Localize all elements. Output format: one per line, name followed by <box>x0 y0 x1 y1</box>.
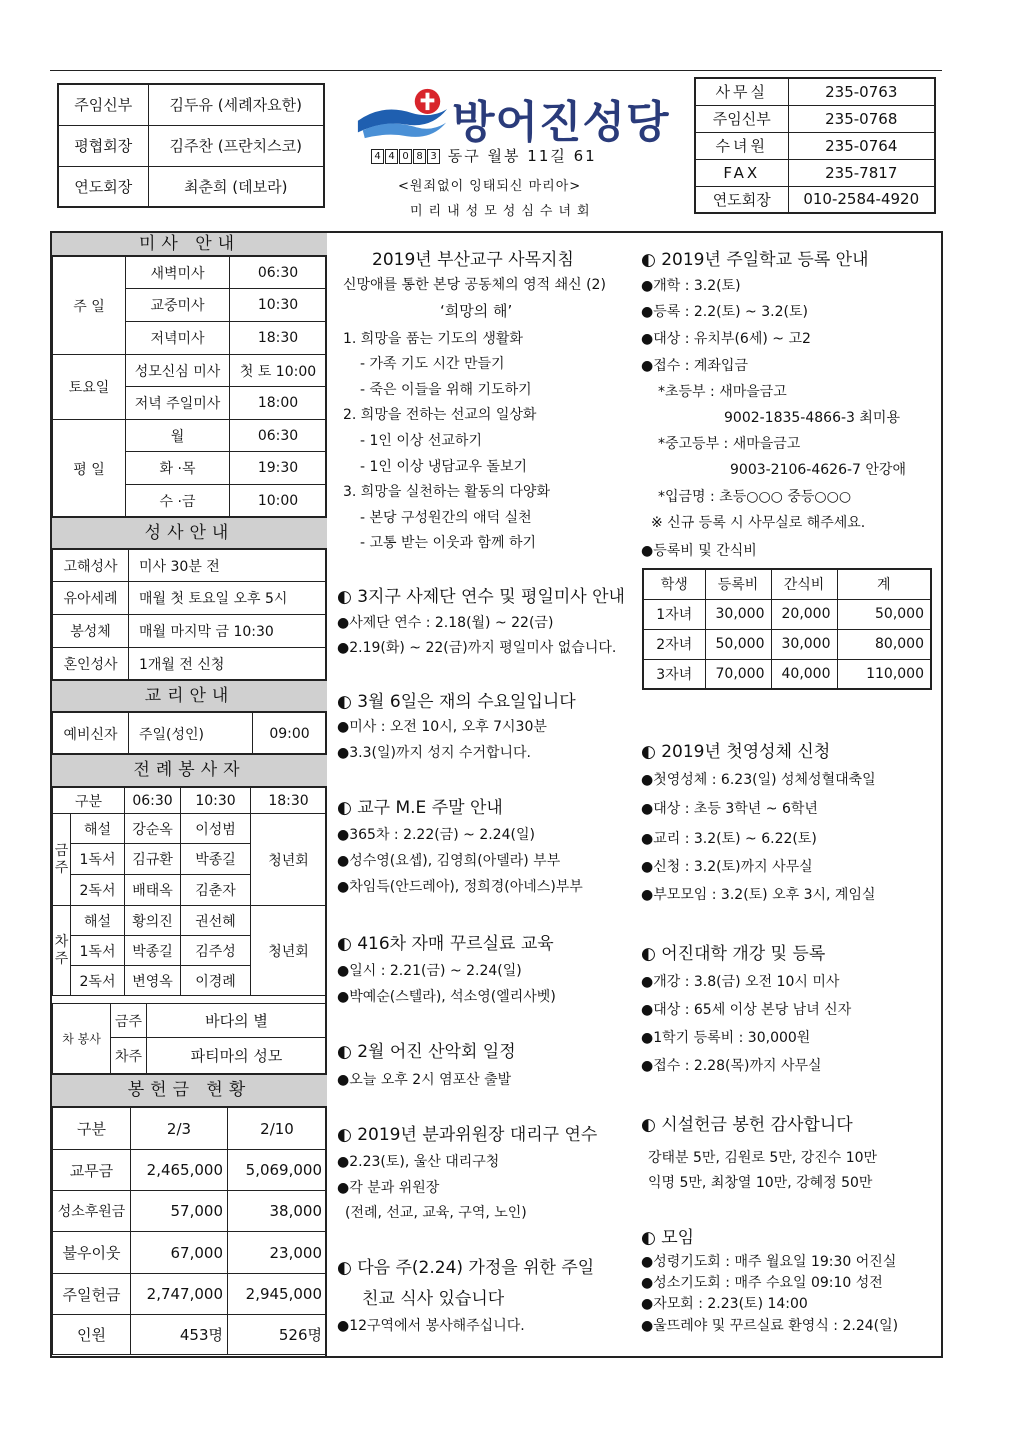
mass-time: 10:00 <box>230 485 327 518</box>
phone-number: 235-0768 <box>788 105 935 132</box>
sacrament-info: 미사 30분 전 <box>129 550 327 582</box>
section-title: ◐ 다음 주(2.24) 가정을 위한 주일 <box>337 1258 595 1278</box>
phone-number: 235-0764 <box>788 132 935 159</box>
saturday-label: 토요일 <box>53 355 126 420</box>
section-line: ●성령기도회 : 매주 월요일 19:30 어진실 <box>641 1254 897 1270</box>
mass-time: 18:30 <box>230 322 327 355</box>
section-line: ●일시 : 2.21(금) ~ 2.24(일) <box>337 963 522 979</box>
offering-label: 성소후원금 <box>53 1191 131 1232</box>
server-role: 2독서 <box>71 966 125 996</box>
server-name: 김규환 <box>125 844 181 875</box>
fee-cell: 30,000 <box>705 599 771 629</box>
section-title: 친교 식사 있습니다 <box>362 1289 505 1309</box>
address <box>371 145 597 166</box>
fee-cell: 50,000 <box>705 629 771 659</box>
section-line: ●2.19(화) ~ 22(금)까지 평일미사 없습니다. <box>337 640 617 656</box>
section-line: ●부모모임 : 3.2(토) 오후 3시, 계임실 <box>641 887 876 903</box>
tea-week: 차주 <box>111 1038 147 1074</box>
catechism-day: 주일(성인) <box>129 713 253 755</box>
fee-cell: 110,000 <box>837 659 931 689</box>
phone-label: 연도회장 <box>695 186 788 213</box>
section-line: ●3.3(일)까지 성지 수거합니다. <box>337 745 531 761</box>
section-line: ●등록 : 2.2(토) ~ 3.2(토) <box>641 304 808 320</box>
top-rule <box>50 70 942 71</box>
tea-label: 차 봉사 <box>53 1004 111 1074</box>
section-line: ●첫영성체 : 6.23(일) 성체성혈대축일 <box>641 772 876 788</box>
section-line: ●차임득(안드레아), 정희경(아네스)부부 <box>337 879 583 895</box>
servers-header: 18:30 <box>251 788 327 814</box>
server-role: 해설 <box>71 906 125 936</box>
zip-digit: 4 <box>385 149 398 164</box>
server-role: 해설 <box>71 814 125 844</box>
offering-header: 2/3 <box>131 1108 228 1150</box>
mass-time: 06:30 <box>230 257 327 289</box>
policy-line: - 1인 이상 선교하기 <box>360 433 482 449</box>
fee-cell: 40,000 <box>771 659 837 689</box>
section-line: 익명 5만, 최창열 10만, 강혜정 50만 <box>648 1175 873 1191</box>
church-name: 방어진성당 <box>452 97 670 148</box>
staff-role: 연도회장 <box>58 166 148 207</box>
server-name: 황의진 <box>125 906 181 936</box>
fee-cell: 2자녀 <box>643 629 705 659</box>
policy-line: 1. 희망을 품는 기도의 생활화 <box>343 331 523 347</box>
sacrament-title: 성사안내 <box>52 516 327 550</box>
section-line: 9002-1835-4866-3 최미용 <box>724 410 900 426</box>
tea-group: 바다의 별 <box>147 1004 327 1038</box>
section-title: ◐ 416차 자매 꾸르실료 교육 <box>337 934 554 954</box>
fee-table <box>642 568 932 690</box>
policy-line: - 가족 기도 시간 만들기 <box>360 356 505 372</box>
section-line: *초등부 : 새마을금고 <box>658 384 787 400</box>
phone-number: 010-2584-4920 <box>788 186 935 213</box>
offering-value: 526명 <box>228 1315 327 1355</box>
policy-subtitle: 신망애를 통한 본당 공동체의 영적 쇄신 (2) <box>343 277 606 293</box>
section-line: ●오늘 오후 2시 염포산 출발 <box>337 1072 512 1088</box>
catechism-label: 예비신자 <box>53 713 129 755</box>
mass-time: 19:30 <box>230 452 327 485</box>
section-line: ●성소기도회 : 매주 수요일 09:10 성전 <box>641 1275 883 1291</box>
catechism-time: 09:00 <box>253 713 327 755</box>
policy-year: ‘희망의 해’ <box>440 302 513 320</box>
fee-cell: 80,000 <box>837 629 931 659</box>
week1-label: 금주 <box>53 814 71 906</box>
offering-table <box>52 1107 327 1355</box>
youth-group: 청년회 <box>251 814 327 906</box>
tea-week: 금주 <box>111 1004 147 1038</box>
offering-header: 2/10 <box>228 1108 327 1150</box>
motto: <원죄없이 잉태되신 마리아> <box>398 179 582 194</box>
section-line: ※ 신규 등록 시 사무실로 해주세요. <box>651 515 866 531</box>
section-line: ●성수영(요셉), 김영희(아델라) 부부 <box>337 853 561 869</box>
offering-title: 봉헌금 현황 <box>52 1073 327 1108</box>
section-title: ◐ 시설헌금 봉헌 감사합니다 <box>641 1115 853 1135</box>
mass-time: 18:00 <box>230 387 327 420</box>
fee-cell: 20,000 <box>771 599 837 629</box>
server-name: 강순옥 <box>125 814 181 844</box>
offering-label: 불우이웃 <box>53 1232 131 1274</box>
policy-title: 2019년 부산교구 사목지침 <box>372 250 574 270</box>
section-line: ●미사 : 오전 10시, 오후 7시30분 <box>337 719 547 735</box>
staff-name: 최춘희 (데보라) <box>148 166 324 207</box>
server-name: 박종길 <box>181 844 251 875</box>
server-name: 김춘자 <box>181 875 251 906</box>
section-line: ●신청 : 3.2(토)까지 사무실 <box>641 859 813 875</box>
section-title: ◐ 모임 <box>641 1228 695 1248</box>
mass-name: 저녁 주일미사 <box>126 387 230 420</box>
mass-name: 화 ·목 <box>126 452 230 485</box>
offering-label: 교무금 <box>53 1150 131 1191</box>
offering-value: 2,945,000 <box>228 1274 327 1315</box>
offering-value: 5,069,000 <box>228 1150 327 1191</box>
section-title: ◐ 2019년 분과위원장 대리구 연수 <box>337 1125 598 1145</box>
offering-value: 2,747,000 <box>131 1274 228 1315</box>
catechism-table <box>52 712 327 755</box>
zip-digit: 3 <box>427 149 440 164</box>
section-line: ●사제단 연수 : 2.18(월) ~ 22(금) <box>337 615 554 631</box>
fee-cell: 1자녀 <box>643 599 705 629</box>
offering-header: 구분 <box>53 1108 131 1150</box>
server-name: 권선혜 <box>181 906 251 936</box>
server-name: 이경례 <box>181 966 251 996</box>
fee-header: 학생 <box>643 569 705 599</box>
server-name: 박종길 <box>125 936 181 966</box>
sunday-label: 주 일 <box>53 257 126 355</box>
staff-table <box>57 83 325 208</box>
server-name: 변영옥 <box>125 966 181 996</box>
offering-value: 453명 <box>131 1315 228 1355</box>
phone-label: 수녀원 <box>695 132 788 159</box>
mass-name: 저녁미사 <box>126 322 230 355</box>
section-line: ●대상 : 유치부(6세) ~ 고2 <box>641 331 811 347</box>
mass-name: 월 <box>126 420 230 452</box>
section-line: 강태분 5만, 김원로 5만, 강진수 10만 <box>648 1150 878 1166</box>
section-line: ●대상 : 초등 3학년 ~ 6학년 <box>641 801 818 817</box>
phone-label: FAX <box>695 159 788 186</box>
mass-table <box>52 256 327 518</box>
server-name: 배태옥 <box>125 875 181 906</box>
sacrament-name: 유아세례 <box>53 582 129 615</box>
servers-header: 10:30 <box>181 788 251 814</box>
section-line: *중고등부 : 새마을금고 <box>658 436 801 452</box>
sacrament-info: 매월 마지막 금 10:30 <box>129 615 327 648</box>
section-line: ●대상 : 65세 이상 본당 남녀 신자 <box>641 1002 852 1018</box>
section-line: ●박예순(스텔라), 석소영(엘리사벳) <box>337 989 556 1005</box>
policy-line: - 본당 구성원간의 애덕 실천 <box>360 510 532 526</box>
policy-line: - 1인 이상 냉담교우 돌보기 <box>360 459 527 475</box>
section-line: 9003-2106-4626-7 안강애 <box>730 462 906 478</box>
sacrament-name: 봉성체 <box>53 615 129 648</box>
phone-number: 235-7817 <box>788 159 935 186</box>
section-line: ●각 분과 위원장 <box>337 1180 440 1196</box>
section-title: ◐ 어진대학 개강 및 등록 <box>641 944 826 964</box>
section-line: ●개학 : 3.2(토) <box>641 278 741 294</box>
fee-header: 등록비 <box>705 569 771 599</box>
mass-time: 첫 토 10:00 <box>230 355 327 387</box>
fee-cell: 50,000 <box>837 599 931 629</box>
section-line: ●1학기 등록비 : 30,000원 <box>641 1030 811 1046</box>
staff-role: 평협회장 <box>58 125 148 166</box>
server-name: 이성범 <box>181 814 251 844</box>
section-line: (전례, 선교, 교육, 구역, 노인) <box>345 1205 527 1221</box>
servers-header: 06:30 <box>125 788 181 814</box>
servers-header: 구분 <box>53 788 125 814</box>
zip-digit: 0 <box>399 149 412 164</box>
offering-label: 인원 <box>53 1315 131 1355</box>
zip-digit: 8 <box>413 149 426 164</box>
section-title: ◐ 2019년 주일학교 등록 안내 <box>641 250 869 270</box>
mass-time: 06:30 <box>230 420 327 452</box>
youth-group: 청년회 <box>251 906 327 996</box>
fee-header: 간식비 <box>771 569 837 599</box>
phone-label: 사무실 <box>695 78 788 105</box>
sacrament-table <box>52 549 327 680</box>
server-name: 김주성 <box>181 936 251 966</box>
server-role: 1독서 <box>71 936 125 966</box>
fee-cell: 70,000 <box>705 659 771 689</box>
offering-value: 38,000 <box>228 1191 327 1232</box>
mass-name: 새벽미사 <box>126 257 230 289</box>
section-title: ◐ 3월 6일은 재의 수요일입니다 <box>337 692 576 712</box>
offering-value: 2,465,000 <box>131 1150 228 1191</box>
section-title: ◐ 교구 M.E 주말 안내 <box>337 798 503 818</box>
policy-line: - 고통 받는 이웃과 함께 하기 <box>360 535 537 551</box>
section-line: ●자모회 : 2.23(토) 14:00 <box>641 1296 808 1312</box>
fee-header: 계 <box>837 569 931 599</box>
weekday-label: 평 일 <box>53 420 126 518</box>
policy-line: 2. 희망을 전하는 선교의 일상화 <box>343 407 537 423</box>
policy-line: - 죽은 이들을 위해 기도하기 <box>360 382 532 398</box>
offering-label: 주일헌금 <box>53 1274 131 1315</box>
server-role: 1독서 <box>71 844 125 875</box>
phone-label: 주임신부 <box>695 105 788 132</box>
sacrament-info: 매월 첫 토요일 오후 5시 <box>129 582 327 615</box>
section-line: ●접수 : 2.28(목)까지 사무실 <box>641 1058 822 1074</box>
section-line: ●12구역에서 봉사해주십니다. <box>337 1318 525 1334</box>
offering-value: 67,000 <box>131 1232 228 1274</box>
section-line: *입금명 : 초등○○○ 중등○○○ <box>658 489 852 505</box>
section-line: ●접수 : 계좌입금 <box>641 358 748 374</box>
sacrament-name: 고해성사 <box>53 550 129 582</box>
offering-value: 57,000 <box>131 1191 228 1232</box>
catechism-title: 교리안내 <box>52 679 327 713</box>
server-role: 2독서 <box>71 875 125 906</box>
section-line: ●개강 : 3.8(금) 오전 10시 미사 <box>641 974 840 990</box>
week2-label: 차주 <box>53 906 71 996</box>
section-line: ●등록비 및 간식비 <box>641 543 757 559</box>
staff-role: 주임신부 <box>58 84 148 125</box>
mass-name: 교중미사 <box>126 289 230 322</box>
church-logo-icon <box>353 84 451 142</box>
offering-value: 23,000 <box>228 1232 327 1274</box>
sacrament-name: 혼인성사 <box>53 648 129 680</box>
mass-title: 미사 안내 <box>52 231 327 257</box>
phone-number: 235-0763 <box>788 78 935 105</box>
address-text: 동구 월봉 11길 61 <box>447 147 597 165</box>
section-line: ●교리 : 3.2(토) ~ 6.22(토) <box>641 831 817 847</box>
section-title: ◐ 3지구 사제단 연수 및 평일미사 안내 <box>337 587 625 607</box>
fee-cell: 30,000 <box>771 629 837 659</box>
mass-name: 수 ·금 <box>126 485 230 518</box>
section-line: ●울뜨레야 및 꾸르실료 환영식 : 2.24(일) <box>641 1318 899 1334</box>
section-title: ◐ 2019년 첫영성체 신청 <box>641 742 831 762</box>
mass-name: 성모신심 미사 <box>126 355 230 387</box>
tea-table <box>52 1003 327 1074</box>
policy-line: 3. 희망을 실천하는 활동의 다양화 <box>343 484 550 500</box>
servers-table <box>52 787 327 996</box>
phone-table <box>694 77 936 214</box>
tea-group: 파티마의 성모 <box>147 1038 327 1074</box>
sacrament-info: 1개월 전 신청 <box>129 648 327 680</box>
section-title: ◐ 2월 어진 산악회 일정 <box>337 1042 516 1062</box>
staff-name: 김주찬 (프란치스코) <box>148 125 324 166</box>
servers-title: 전례봉사자 <box>52 753 327 788</box>
section-line: ●2.23(토), 울산 대리구청 <box>337 1154 500 1170</box>
fee-cell: 3자녀 <box>643 659 705 689</box>
zip-digit: 4 <box>371 149 384 164</box>
section-line: ●365차 : 2.22(금) ~ 2.24(일) <box>337 827 535 843</box>
staff-name: 김두유 (세례자요한) <box>148 84 324 125</box>
sisters-name: 미리내성모성심수녀회 <box>410 204 596 219</box>
mass-time: 10:30 <box>230 289 327 322</box>
